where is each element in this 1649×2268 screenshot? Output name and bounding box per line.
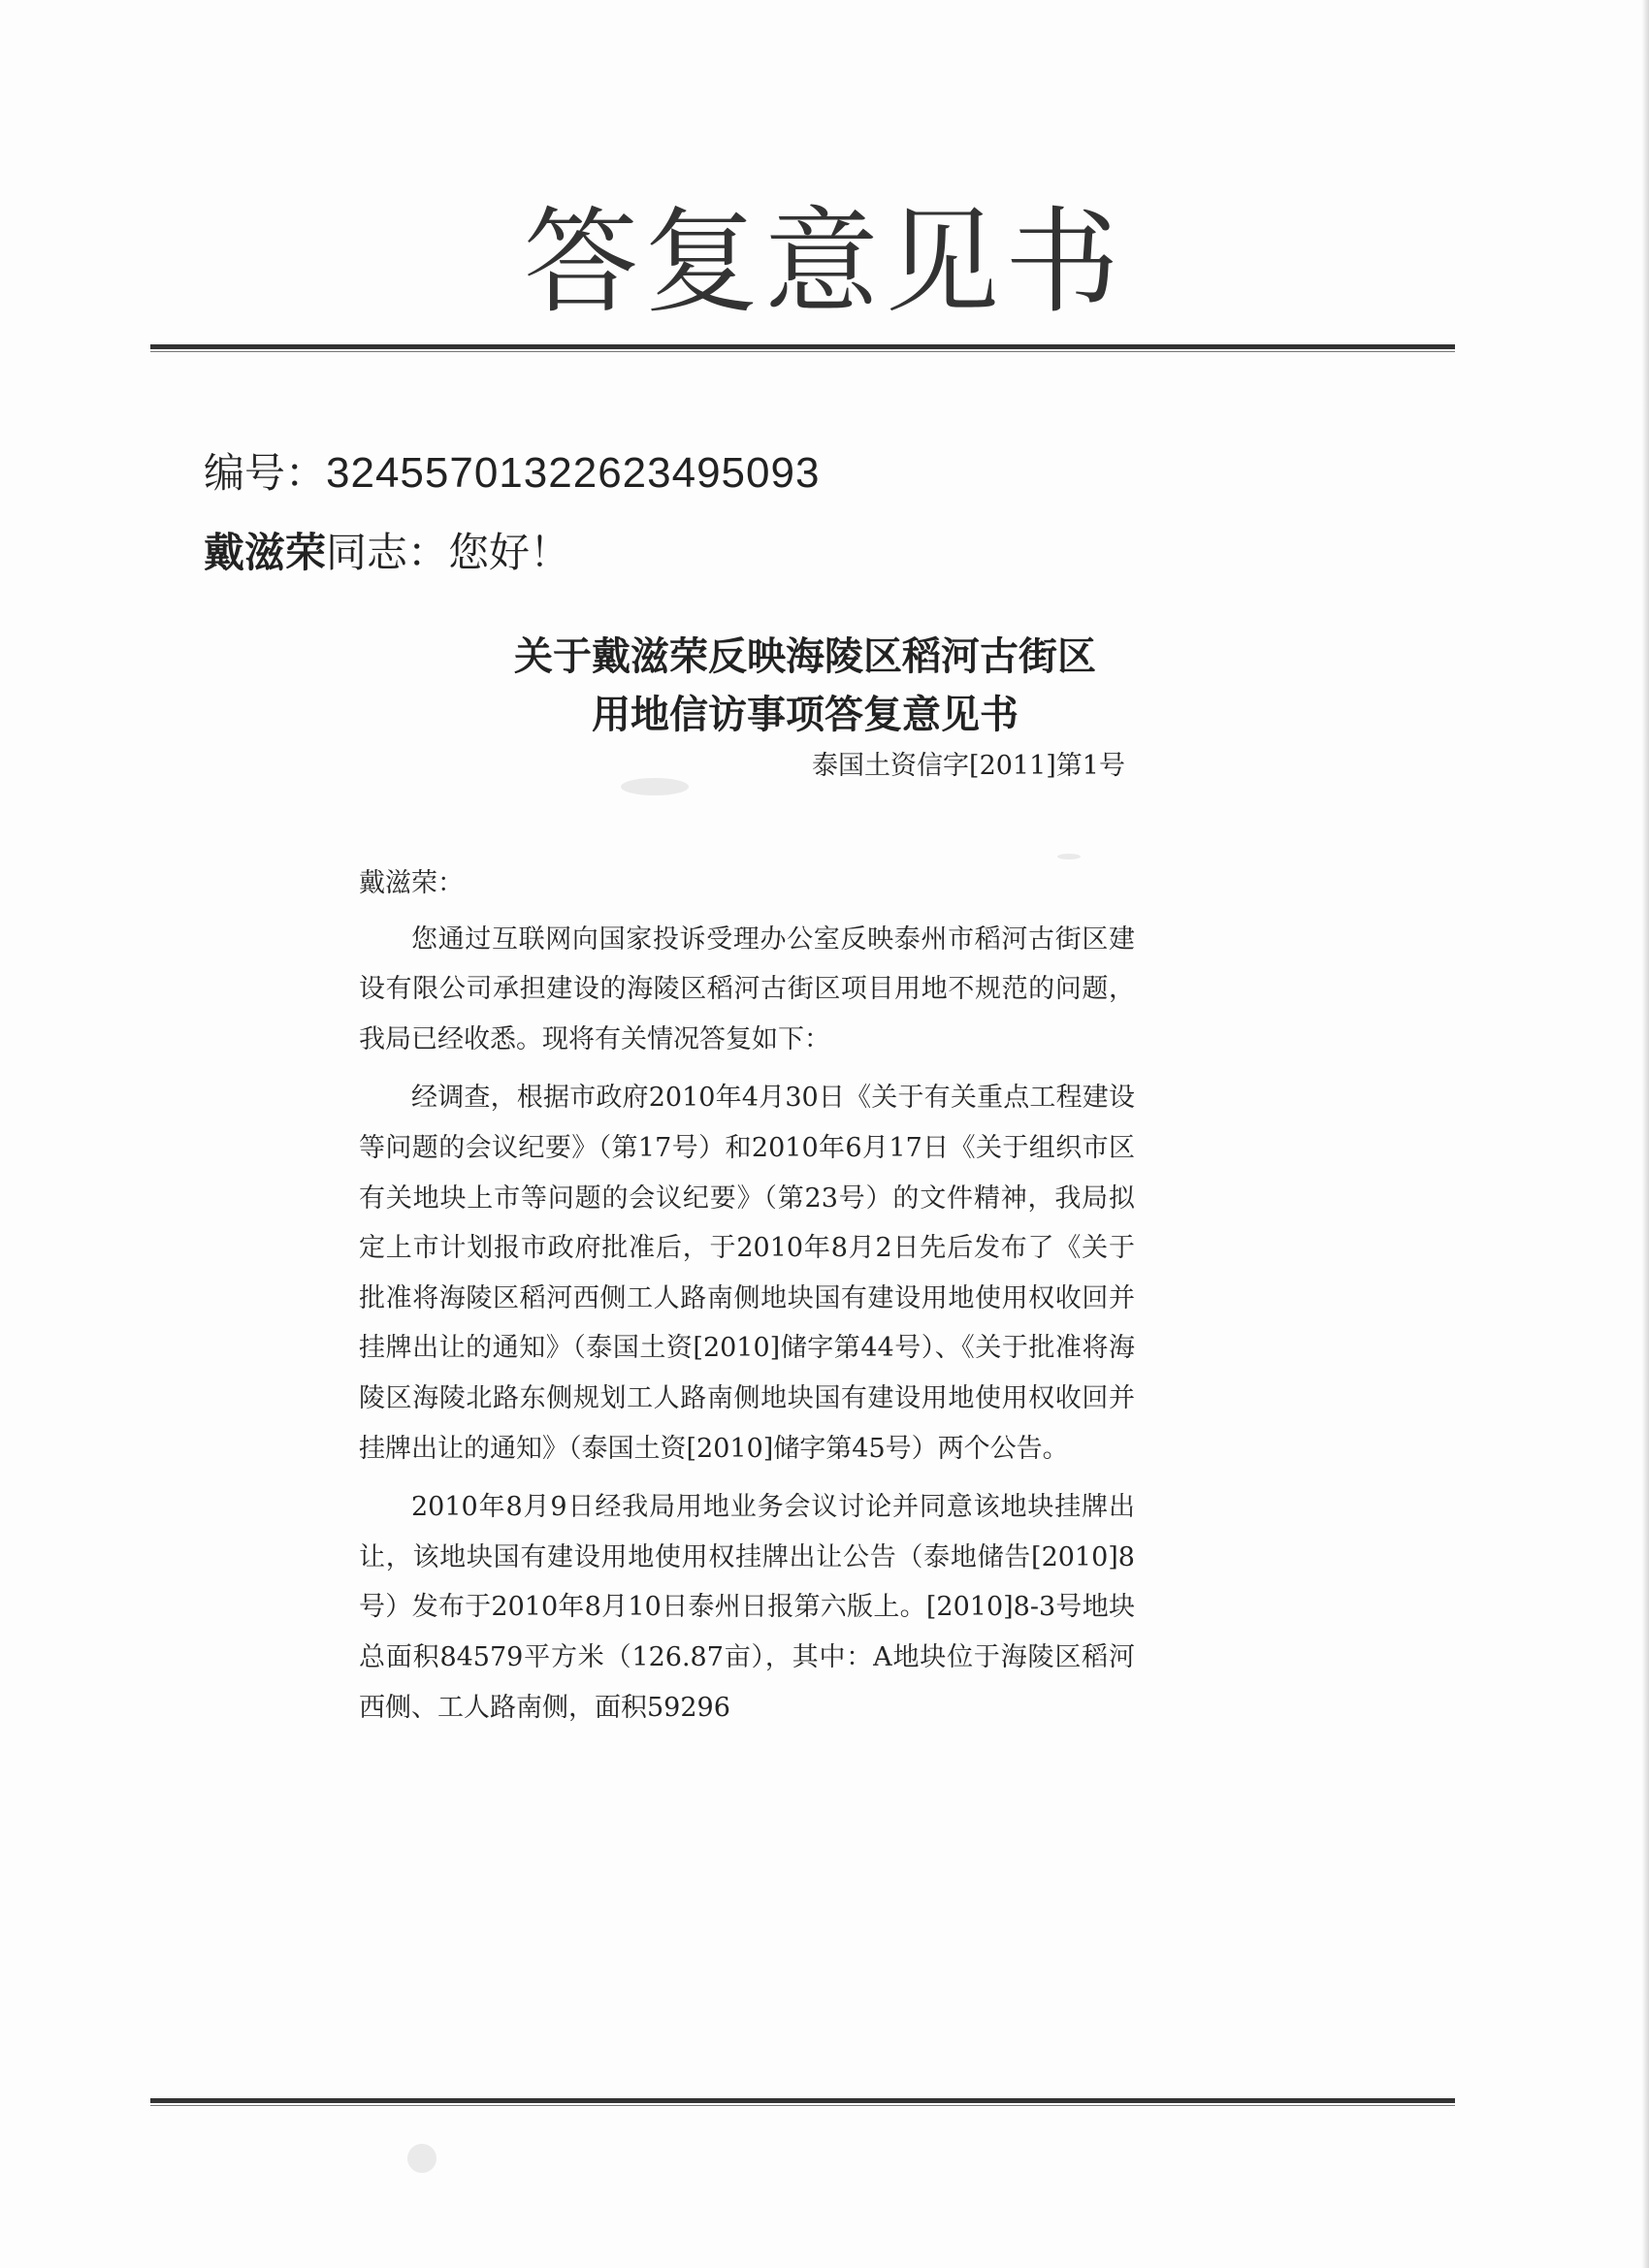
letter-body bbox=[359, 859, 1135, 1733]
footer-rule bbox=[150, 2098, 1455, 2106]
letter-salutation: 戴滋荣： bbox=[359, 868, 464, 898]
document-number: 泰国土资信字[2011]第1号 bbox=[812, 751, 1125, 781]
scan-smudge bbox=[1057, 854, 1081, 859]
letter-paragraph-1: 您通过互联网向国家投诉受理办公室反映泰州市稻河古街区建设有限公司承担建设的海陵区稻河古街区项目用地不规范的问题，我局已经收悉。现将有关情况答复如下： bbox=[359, 923, 1135, 1054]
header-title: 答复意见书 bbox=[523, 195, 1125, 329]
greeting-name: 戴滋荣 bbox=[204, 529, 327, 576]
document-title-line2: 用地信访事项答复意见书 bbox=[592, 692, 1018, 737]
scan-smudge bbox=[621, 778, 689, 795]
document-title-line1: 关于戴滋荣反映海陵区稻河古街区 bbox=[514, 633, 1096, 679]
scan-edge bbox=[1641, 0, 1649, 2268]
scan-smudge bbox=[407, 2144, 436, 2173]
serial-value: 3245570132262349509​3 bbox=[326, 449, 821, 497]
serial-number bbox=[204, 441, 820, 500]
greeting bbox=[204, 521, 570, 579]
greeting-text: 同志：您好！ bbox=[326, 529, 571, 576]
letter-paragraph-2: 经调查，根据市政府2010年4月30日《关于有关重点工程建设等问题的会议纪要》（第17号）和2010年6月17日《关于组织市区有关地块上市等问题的会议纪要》（第23号）的文件精神，我局拟定上市计划报市政府批准后，于2010年8月2日先后发布了《关于批准将海陵区稻河西侧工人路南侧地块国有建设用地使用权收回并挂牌出让的通知》（泰国土资[2010]储字第44号）、《关于批准将海陵区海陵北路东侧规划工人路南侧地块国有建设用地使用权收回并挂牌出让的通知》（泰国土资[2010]储字第45号）两个公告。 bbox=[359, 1083, 1135, 1464]
header-rule bbox=[150, 344, 1455, 352]
letter-paragraph-3: 2010年8月9日经我局用地业务会议讨论并同意该地块挂牌出让，该地块国有建设用地使用权挂牌出让公告（泰地储告[2010]8号）发布于2010年8月10日泰州日报第六版上。[2010]8-3号地块总面积84579平方米（126.87亩），其中：A地块位于海陵区稻河西侧、工人路南侧，面积59296 bbox=[359, 1492, 1135, 1723]
serial-label: 编号： bbox=[204, 449, 327, 497]
